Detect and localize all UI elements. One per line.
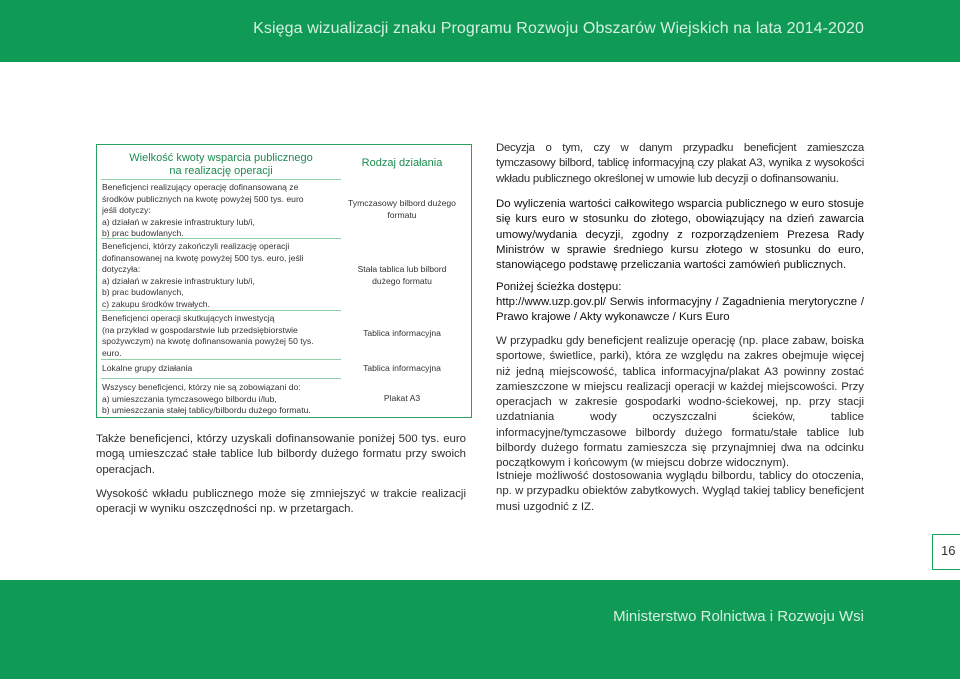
table-row-2-action [337, 264, 467, 287]
right-paragraph-4: W przypadku gdy beneficjent realizuje operację (np. place zabaw, boiska sportowe, świetlice, parki), która ze względu na zakres obejmuje więcej niż jedną miejscowość, tablica informacyjna/plakat A3 powinny zostać zamieszczone w miejscu realizacji operacji w każdej miejscowości. Przy operacjach w zakresie gospodarki wodno-ściekowej, np. przy stacji uzdatniania wody oczyszczalni ścieków, tablice informacyjne/tymczasowe bilbordy dużego formatu/stałe tablice lub bilbordy dużego formatu zamieszcza się przynajmniej dwa na odcinku początkowym i końcowym (w miejscu dobrze widocznym). [496, 335, 864, 470]
table-row-1-action [337, 198, 467, 221]
table-row-2-criteria [102, 241, 342, 310]
left-paragraph-2: Wysokość wkładu publicznego może się zmniejszyć w trakcie realizacji operacji w wyniku oszczędności np. w przetargach. [96, 488, 466, 516]
row-divider [101, 378, 341, 379]
action-line: Tablica informacyjna [363, 328, 441, 338]
table-row-4-action [337, 363, 467, 375]
row-line: dofinansowanej na kwotę powyżej 500 tys. euro, jeśli [102, 252, 304, 263]
row-line: c) zakupu środków trwałych. [102, 298, 210, 309]
row-line: a) umieszczania tymczasowego bilbordu i/lub, [102, 393, 277, 404]
right-paragraph-5: Istnieje możliwość dostosowania wyglądu bilbordu, tablicy do otoczenia, np. w przypadku obiektów zabytkowych. Wygląd takiej tablicy beneficjent musi uzgodnić z IZ. [496, 470, 864, 513]
footer-bar [0, 580, 960, 679]
row-divider [101, 310, 341, 311]
row-line: Beneficjenci, którzy zakończyli realizację operacji [102, 241, 290, 251]
row-line: Wszyscy beneficjenci, którzy nie są zobowiązani do: [102, 382, 301, 392]
action-line: Plakat A3 [383, 393, 421, 403]
support-table [96, 144, 472, 418]
row-divider [101, 238, 341, 239]
row-line: euro. [102, 347, 122, 358]
ministry-name: Ministerstwo Rolnictwa i Rozwoju Wsi [613, 608, 864, 625]
row-line: spożywczym) na kwotę dofinansowania powyżej 50 tys. [102, 336, 314, 346]
left-paragraph-1: Także beneficjenci, którzy uzyskali dofinansowanie poniżej 500 tys. euro mogą umieszczać stałe tablice lub bilbordy dużego formatu przy swoich operacjach. [96, 433, 466, 476]
table-row-5-criteria [102, 382, 342, 417]
table-row-5-action [337, 393, 467, 405]
row-line: b) prac budowlanych. [102, 228, 184, 238]
row-divider [101, 359, 341, 360]
row-line: Beneficjenci operacji skutkujących inwestycją [102, 313, 275, 323]
access-path-label: Poniżej ścieżka dostępu: [496, 281, 622, 293]
row-line: a) działań w zakresie infrastruktury lub/i, [102, 216, 255, 227]
page-number-box [932, 534, 960, 570]
column-header-amount-line2: na realizację operacji [169, 165, 273, 177]
table-row-3-criteria [102, 313, 342, 359]
row-line: jeśli dotyczy: [102, 205, 151, 215]
table-row-3-action [337, 328, 467, 340]
column-header-amount-line1: Wielkość kwoty wsparcia publicznego [129, 152, 313, 164]
column-header-action: Rodzaj działania [361, 157, 443, 169]
table-row-4-criteria [102, 363, 342, 375]
row-line: dotyczyła: [102, 264, 141, 274]
action-line: formatu [387, 209, 417, 220]
right-paragraph-2: Do wyliczenia wartości całkowitego wsparcia publicznego w euro stosuje się kurs euro w stosunku do złotego, obowiązujący na dzień zawarcia umowy/wydania decyzji, zgodny z rozporządzeniem Prezesa Rady Ministrów w sprawie średniego kursu złotego w stosunku do euro, stanowiącego podstawę przeliczania wartości zamówień publicznych. [496, 198, 864, 272]
row-line: (na przykład w gospodarstwie lub przedsiębiorstwie [102, 324, 298, 335]
document-title: Księga wizualizacji znaku Programu Rozwoju Obszarów Wiejskich na lata 2014-2020 [253, 20, 864, 37]
table-row-1-criteria [102, 182, 342, 240]
header-bar [0, 0, 960, 62]
column-header-amount [101, 152, 341, 178]
right-paragraph-1: Decyzja o tym, czy w danym przypadku beneficjent zamieszcza tymczasowy bilbord, tablicę informacyjną czy plakat A3, wynika z wysokości wkładu publicznego określonej w umowie lub decyzji o dofinansowaniu. [496, 142, 864, 185]
action-line: Stała tablica lub bilbord [357, 264, 447, 274]
row-line: środków publicznych na kwotę powyżej 500 tys. euro [102, 193, 304, 204]
header-divider [101, 179, 341, 180]
page-number: 16 [941, 543, 956, 558]
row-line: b) umieszczania stałej tablicy/bilbordu dużego formatu. [102, 405, 311, 415]
action-line: dużego formatu [372, 275, 432, 286]
row-line: Lokalne grupy działania [102, 363, 193, 373]
row-line: Beneficjenci realizujący operację dofinansowaną ze [102, 182, 299, 192]
access-path-link[interactable]: http://www.uzp.gov.pl/ Serwis informacyjny / Zagadnienia merytoryczne / Prawo krajowe / Akty wykonawcze / Kurs Euro [496, 296, 864, 324]
row-line: b) prac budowlanych, [102, 287, 184, 297]
action-line: Tymczasowy bilbord dużego [348, 198, 456, 208]
action-line: Tablica informacyjna [363, 363, 441, 373]
row-line: a) działań w zakresie infrastruktury lub/i, [102, 275, 255, 286]
